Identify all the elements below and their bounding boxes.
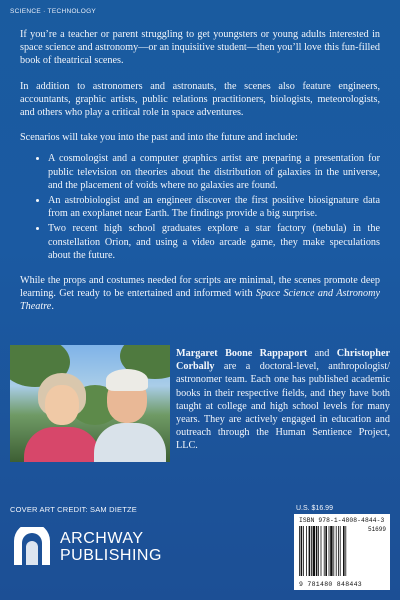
author-name-1: Margaret Boone Rappaport xyxy=(176,348,308,359)
archway-icon xyxy=(12,527,52,567)
cast-paragraph: In addition to astronomers and astronauts, the scenes also feature engineers, accountants, graphic artists, public relations practitioners, biologists, meteorologists, and others who play a critical role in space adventures. xyxy=(20,80,380,119)
closing-paragraph xyxy=(20,274,380,314)
barcode-stripe xyxy=(321,526,322,576)
closing-text: While the props and costumes needed for scripts are minimal, the scenes promote deep learning. Get ready to be entertained and informed with xyxy=(20,275,380,300)
barcode-addon: 51699 xyxy=(367,526,386,533)
barcode-digits: 9 781480 848443 xyxy=(299,581,363,588)
barcode-stripe xyxy=(345,526,346,576)
barcode-stripe xyxy=(309,526,311,576)
barcode-stripe xyxy=(316,526,318,576)
barcode-stripe xyxy=(303,526,304,576)
author-bio xyxy=(176,347,390,453)
bio-text: are a doctoral-level, anthropologist/ astronomer team. Each one has published academic books in their respective fields, and they have both taught at college and high school levels for many years. They are actively engaged in education and outreach through the Human Sentience Project, LLC. xyxy=(176,361,390,452)
closing-end: . xyxy=(51,301,54,313)
barcode-stripe xyxy=(340,526,341,576)
barcode-stripe xyxy=(318,526,319,576)
scenarios-paragraph: Scenarios will take you into the past and into the future and include: xyxy=(20,132,298,144)
barcode-stripe xyxy=(333,526,334,576)
scenario-item: • A cosmologist and a computer graphics artist are preparing a presentation for public television on theories about the distribution of galaxies in the universe, and the placement of voids where no galaxies are found. xyxy=(48,152,380,192)
publisher-name-line2: PUBLISHING xyxy=(60,547,162,564)
cover-art-credit: COVER ART CREDIT: SAM DIETZE xyxy=(10,505,138,514)
category-label: SCIENCE · TECHNOLOGY xyxy=(10,8,97,15)
publisher-logo xyxy=(12,527,162,567)
scenario-item: • Two recent high school graduates explore a star factory (nebula) in the constellation Orion, and using a video arcade game, they make speculations about the future. xyxy=(48,222,380,262)
barcode-stripe xyxy=(324,526,325,576)
scenario-list xyxy=(20,152,380,262)
barcode-stripe xyxy=(329,526,330,576)
book-title: Space Science and Astronomy Theatre xyxy=(20,288,380,313)
barcode-stripe xyxy=(301,526,303,576)
isbn-barcode xyxy=(294,514,390,590)
bio-and: and xyxy=(307,348,337,359)
back-cover-blurb xyxy=(20,28,380,326)
author-photo xyxy=(10,345,170,462)
intro-paragraph: If you’re a teacher or parent struggling to get youngsters or young adults interested in space science and astronomy—or an inquisitive student—then you’ll love this fun-filled book of theatrical scenes. xyxy=(20,29,380,67)
barcode-stripe xyxy=(336,526,337,576)
isbn-text: ISBN 978-1-4808-4844-3 xyxy=(299,517,385,524)
barcode-stripe xyxy=(306,526,307,576)
author-name-2: Christopher Corbally xyxy=(176,348,390,373)
barcode-stripe xyxy=(343,526,345,576)
barcode-stripe xyxy=(311,526,312,576)
barcode-stripe xyxy=(313,526,315,576)
barcode-bars xyxy=(299,526,363,576)
price-label: U.S. $16.99 xyxy=(296,505,333,512)
publisher-name-line1: ARCHWAY xyxy=(60,530,144,547)
barcode-stripe xyxy=(299,526,300,576)
barcode-stripe xyxy=(330,526,332,576)
barcode-stripe xyxy=(325,526,327,576)
scenario-item: • An astrobiologist and an engineer discover the first positive biosignature data from an exoplanet near Earth. The findings provide a big surprise. xyxy=(48,194,380,220)
barcode-stripe xyxy=(338,526,339,576)
